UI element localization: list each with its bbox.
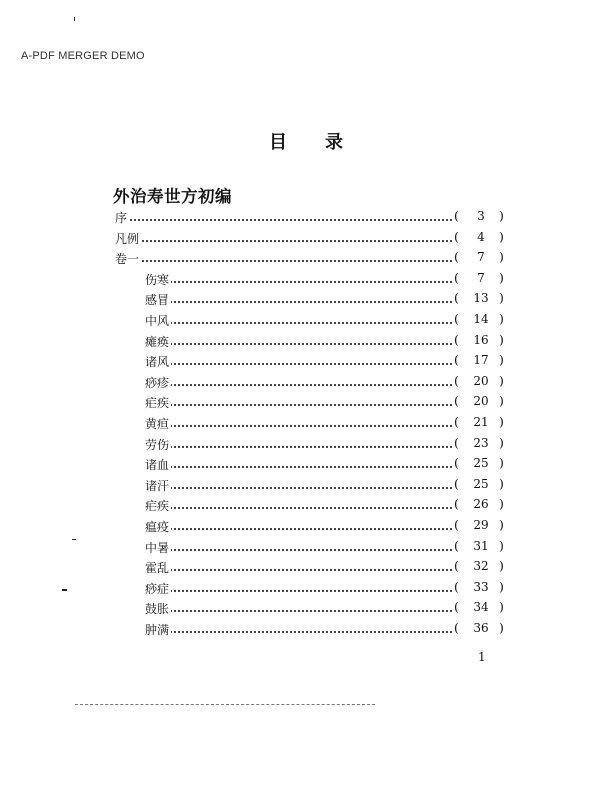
toc-leader-dots (145, 466, 452, 468)
toc-entry-page: 20 (473, 394, 489, 409)
scan-speck (74, 17, 75, 21)
toc-entry-label: 瘫痪 (145, 334, 170, 349)
toc-entry (0, 288, 612, 309)
toc-leader-dots (115, 240, 452, 242)
toc-entry-label: 痧症 (145, 581, 170, 596)
open-paren: ( (454, 599, 459, 615)
open-paren: ( (454, 537, 459, 553)
toc-entry-page: 7 (477, 270, 485, 285)
toc-leader-dots (145, 610, 452, 612)
toc-leader-dots (115, 260, 452, 262)
toc-entry-page: 21 (473, 415, 489, 429)
open-paren: ( (454, 208, 459, 223)
open-paren: ( (454, 517, 459, 532)
toc-entry-page: 7 (477, 250, 485, 265)
close-paren: ) (499, 249, 504, 265)
toc-entry (0, 474, 612, 495)
close-paren: ) (499, 331, 504, 347)
toc-entry (0, 597, 612, 618)
close-paren: ) (499, 517, 504, 532)
toc-entry (0, 536, 612, 557)
open-paren: ( (454, 434, 459, 450)
toc-entry-page: 25 (473, 476, 489, 491)
close-paren: ) (499, 475, 504, 491)
toc-entry-label: 肿满 (145, 623, 170, 637)
close-paren: ) (499, 414, 504, 429)
open-paren: ( (454, 455, 459, 471)
toc-entry (0, 515, 612, 536)
toc-entry-page: 4 (477, 229, 485, 244)
toc-entry-label: 卷一 (115, 252, 140, 267)
open-paren: ( (454, 414, 459, 429)
open-paren: ( (454, 352, 459, 368)
toc-entry-label: 霍乱 (145, 561, 170, 576)
close-paren: ) (499, 599, 504, 615)
close-paren: ) (499, 496, 504, 512)
toc-leader-dots (145, 569, 452, 571)
open-paren: ( (454, 393, 459, 409)
toc-entry-label: 劳伤 (145, 437, 170, 452)
close-paren: ) (499, 372, 504, 388)
toc-entry-page: 23 (473, 435, 489, 450)
toc-leader-dots (145, 425, 452, 427)
toc-entry-label: 黄疸 (145, 417, 170, 431)
toc-entry-page: 3 (477, 209, 485, 223)
scan-edge-line (75, 704, 375, 705)
scan-speck (62, 589, 67, 591)
toc-entry-label: 感冒 (145, 293, 170, 308)
toc-entry-page: 34 (473, 600, 489, 615)
toc-entry-page: 36 (473, 621, 489, 635)
scan-speck (72, 539, 76, 540)
toc-entry-label: 序 (115, 211, 128, 225)
toc-entry-label: 诸血 (145, 458, 170, 473)
open-paren: ( (454, 558, 459, 574)
close-paren: ) (499, 434, 504, 450)
toc-leader-dots (145, 487, 452, 489)
open-paren: ( (454, 249, 459, 265)
toc-entry (0, 268, 612, 289)
open-paren: ( (454, 311, 459, 326)
toc-entry (0, 227, 612, 248)
toc-leader-dots (145, 384, 452, 386)
close-paren: ) (499, 393, 504, 409)
toc-entry (0, 371, 612, 392)
watermark: A-PDF MERGER DEMO (21, 50, 145, 62)
toc-entry-label: 诸风 (145, 355, 170, 370)
open-paren: ( (454, 290, 459, 306)
toc-entry-page: 33 (473, 579, 489, 594)
toc-entry (0, 247, 612, 268)
toc-entry-page: 31 (473, 538, 489, 553)
toc-entry (0, 577, 612, 598)
toc-entry (0, 618, 612, 639)
toc-leader-dots (145, 281, 452, 283)
toc-entry-page: 32 (473, 559, 489, 574)
toc-leader-dots (115, 219, 452, 221)
toc-entry (0, 556, 612, 577)
close-paren: ) (499, 290, 504, 306)
toc-entry-page: 20 (473, 373, 489, 388)
toc-entry (0, 206, 612, 227)
close-paren: ) (499, 208, 504, 223)
toc-leader-dots (145, 404, 452, 406)
close-paren: ) (499, 578, 504, 594)
toc-entry-page: 16 (473, 332, 489, 347)
toc-entry (0, 391, 612, 412)
open-paren: ( (454, 578, 459, 594)
close-paren: ) (499, 352, 504, 368)
toc-leader-dots (145, 507, 452, 509)
toc-leader-dots (145, 590, 452, 592)
toc-entry-page: 26 (473, 497, 489, 512)
open-paren: ( (454, 331, 459, 347)
toc-leader-dots (145, 301, 452, 303)
toc-entry-label: 疟疾 (145, 499, 170, 514)
toc-entry-label: 中风 (145, 314, 170, 328)
toc-entry-page: 17 (473, 353, 489, 368)
toc-entry-label: 中暑 (145, 540, 170, 555)
toc-entry-label: 诸汗 (145, 478, 170, 493)
toc-leader-dots (145, 343, 452, 345)
open-paren: ( (454, 372, 459, 388)
toc-entry (0, 350, 612, 371)
close-paren: ) (499, 269, 504, 285)
toc-entry-label: 痧疹 (145, 375, 170, 390)
page-number: 1 (478, 650, 486, 664)
toc-entry-label: 伤寒 (145, 272, 170, 287)
open-paren: ( (454, 620, 459, 635)
open-paren: ( (454, 475, 459, 491)
toc-entry (0, 309, 612, 330)
open-paren: ( (454, 228, 459, 244)
close-paren: ) (499, 620, 504, 635)
toc-entry (0, 330, 612, 351)
toc-leader-dots (145, 549, 452, 551)
toc-entry-page: 25 (473, 456, 489, 471)
toc-entry (0, 433, 612, 454)
toc-leader-dots (145, 528, 452, 530)
open-paren: ( (454, 269, 459, 285)
toc-leader-dots (145, 322, 452, 324)
open-paren: ( (454, 496, 459, 512)
toc-entry (0, 453, 612, 474)
toc-entry-page: 29 (473, 518, 489, 532)
close-paren: ) (499, 311, 504, 326)
toc-entry-label: 瘟疫 (145, 520, 170, 534)
section-heading: 外治寿世方初编 (113, 187, 232, 206)
toc-leader-dots (145, 631, 452, 633)
toc-entry (0, 412, 612, 433)
toc-leader-dots (145, 446, 452, 448)
toc-entry (0, 494, 612, 515)
toc-entry-page: 13 (473, 291, 489, 306)
toc-entry-label: 鼓胀 (145, 602, 170, 617)
toc-entry-label: 疟疾 (145, 396, 170, 411)
page-title: 目录 (269, 132, 381, 153)
close-paren: ) (499, 455, 504, 471)
toc-leader-dots (145, 363, 452, 365)
close-paren: ) (499, 228, 504, 244)
toc-entry-label: 凡例 (115, 231, 140, 246)
close-paren: ) (499, 558, 504, 574)
close-paren: ) (499, 537, 504, 553)
toc-entry-page: 14 (473, 312, 489, 326)
